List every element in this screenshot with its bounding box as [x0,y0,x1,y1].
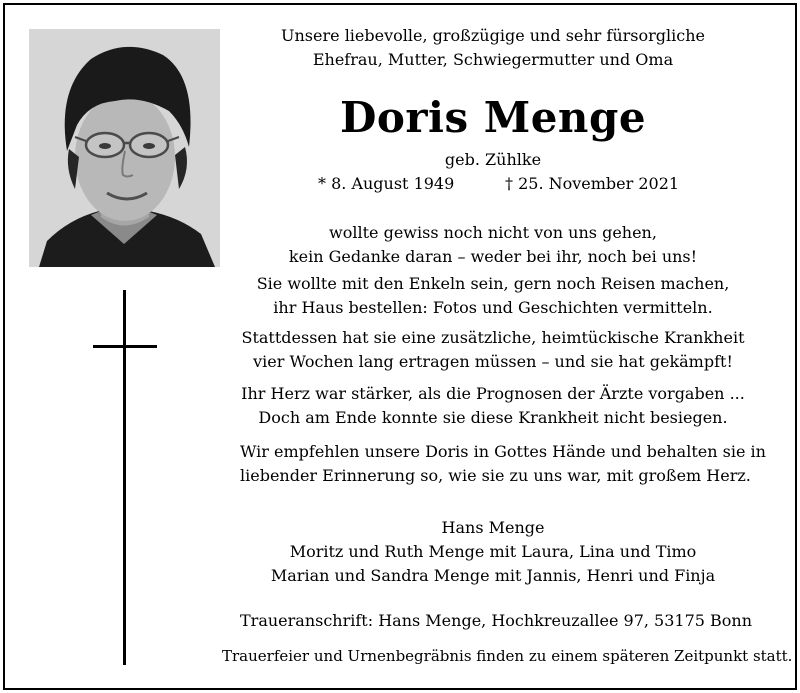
maiden-name [240,148,746,172]
intro-text [240,24,746,72]
life-dates [240,172,746,196]
paragraph-line: wollte gewiss noch nicht von uns gehen, [329,223,657,242]
intro-line: Ehefrau, Mutter, Schwiegermutter und Oma [312,50,674,69]
mourner-line: Hans Menge [441,518,545,537]
paragraph-4 [240,382,746,430]
mourner-line: Moritz und Ruth Menge mit Laura, Lina und Timo [289,542,697,561]
maiden-name-text: geb. Zühlke [444,150,542,169]
paragraph-1 [240,221,746,269]
paragraph-line: ihr Haus bestellen: Fotos und Geschichten vermitteln. [273,298,713,317]
paragraph-line: Sie wollte mit den Enkeln sein, gern noch Reisen machen, [256,274,730,293]
paragraph-3 [240,326,746,374]
mourning-address [240,609,753,633]
intro-line: Unsere liebevolle, großzügige und sehr fürsorgliche [281,26,705,45]
paragraph-line: vier Wochen lang ertragen müssen – und sie hat gekämpft! [253,352,733,371]
latin-cross-icon-crossbar [93,345,157,348]
paragraph-line: kein Gedanke daran – weder bei ihr, noch bei uns! [288,247,698,266]
funeral-notice: Trauerfeier und Urnenbegräbnis finden zu einem späteren Zeitpunkt statt. [222,647,793,665]
paragraph-2 [240,272,746,320]
paragraph-5 [240,440,766,488]
deceased-name: Doris Menge [339,93,647,142]
address-text: Traueranschrift: Hans Menge, Hochkreuzallee 97, 53175 Bonn [240,611,753,630]
paragraph-line: liebender Erinnerung so, wie sie zu uns war, mit großem Herz. [240,466,751,485]
paragraph-line: Wir empfehlen unsere Doris in Gottes Hände und behalten sie in [240,442,766,461]
death-date: † 25. November 2021 [505,174,680,193]
portrait-photo [29,29,220,267]
paragraph-line: Doch am Ende konnte sie diese Krankheit nicht besiegen. [258,408,728,427]
birth-date: * 8. August 1949 [318,174,455,193]
paragraph-line: Stattdessen hat sie eine zusätzliche, heimtückische Krankheit [241,328,745,347]
paragraph-line: Ihr Herz war stärker, als die Prognosen der Ärzte vorgaben ... [241,384,745,403]
mourners-list [240,516,746,588]
mourner-line: Marian und Sandra Menge mit Jannis, Henri und Finja [270,566,716,585]
